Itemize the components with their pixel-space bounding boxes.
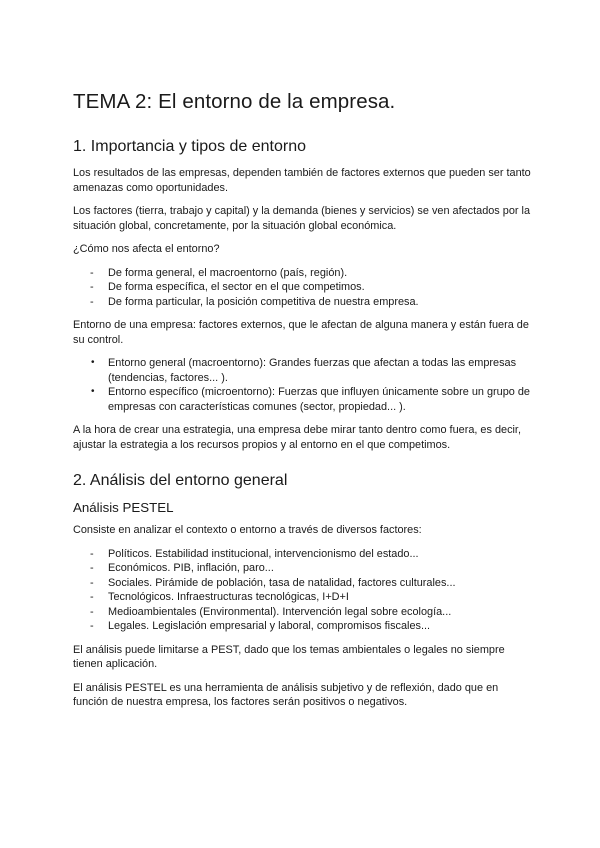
paragraph: ¿Cómo nos afecta el entorno?	[73, 243, 220, 255]
list-item: - De forma particular, la posición competitiva de nuestra empresa.	[73, 295, 533, 310]
list-item: • Entorno específico (microentorno): Fuerzas que influyen únicamente sobre un grupo de empresas con características comunes (sector, propiedad... ).	[73, 385, 533, 414]
paragraph: Entorno de una empresa: factores externos, que le afectan de alguna manera y están fuera de su control.	[73, 319, 529, 346]
section-1-heading: 1. Importancia y tipos de entorno	[73, 138, 307, 155]
paragraph: Los resultados de las empresas, dependen también de factores externos que pueden ser tanto amenazas como oportunidades.	[73, 167, 531, 194]
list-item: - Económicos. PIB, inflación, paro...	[73, 561, 533, 576]
document-body	[73, 90, 533, 719]
section-2-heading: 2. Análisis del entorno general	[73, 472, 288, 489]
list-item: - Sociales. Pirámide de población, tasa de natalidad, factores culturales...	[73, 576, 533, 591]
paragraph: El análisis PESTEL es una herramienta de análisis subjetivo y de reflexión, dado que en función de nuestra empresa, los factores serán positivos o negativos.	[73, 681, 499, 708]
dash-list	[73, 547, 533, 634]
list-item: - Medioambientales (Environmental). Intervención legal sobre ecología...	[73, 605, 533, 620]
section-2	[73, 472, 533, 710]
paragraph: A la hora de crear una estrategia, una empresa debe mirar tanto dentro como fuera, es decir, ajustar la estrategia a los recursos propios y al entorno en el que competimos.	[73, 424, 521, 451]
list-item: - Legales. Legislación empresarial y laboral, compromisos fiscales...	[73, 619, 533, 634]
paragraph: Los factores (tierra, trabajo y capital) y la demanda (bienes y servicios) se ven afectados por la situación global, concretamente, por la situación global económica.	[73, 205, 531, 232]
list-item: - De forma general, el macroentorno (país, región).	[73, 266, 533, 281]
bullet-list	[73, 356, 533, 414]
paragraph: El análisis puede limitarse a PEST, dado que los temas ambientales o legales no siempre tienen aplicación.	[73, 643, 505, 670]
document-title: TEMA 2: El entorno de la empresa.	[73, 90, 396, 113]
list-item: - De forma específica, el sector en el que competimos.	[73, 280, 533, 295]
list-item: - Políticos. Estabilidad institucional, intervencionismo del estado...	[73, 547, 533, 562]
list-item: - Tecnológicos. Infraestructuras tecnológicas, I+D+I	[73, 590, 533, 605]
subsection-heading: Análisis PESTEL	[73, 500, 174, 515]
list-item: • Entorno general (macroentorno): Grandes fuerzas que afectan a todas las empresas (tendencias, factores... ).	[73, 356, 533, 385]
paragraph: Consiste en analizar el contexto o entorno a través de diversos factores:	[73, 524, 422, 536]
dash-list	[73, 266, 533, 310]
